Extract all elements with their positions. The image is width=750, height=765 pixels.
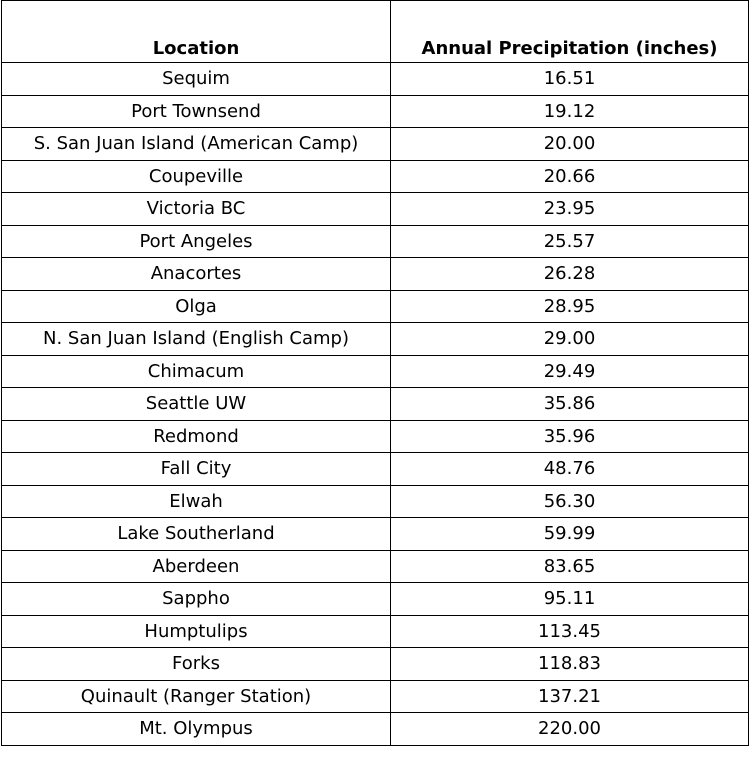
precipitation-cell: 23.95 [391, 193, 749, 226]
location-cell: Port Townsend [2, 95, 391, 128]
table-row [2, 453, 749, 486]
precipitation-cell: 35.86 [391, 388, 749, 421]
location-cell: Humptulips [2, 615, 391, 648]
precipitation-cell: 35.96 [391, 420, 749, 453]
precipitation-cell: 56.30 [391, 485, 749, 518]
precipitation-cell: 29.00 [391, 323, 749, 356]
location-cell: Lake Southerland [2, 518, 391, 551]
precipitation-cell: 20.66 [391, 160, 749, 193]
precipitation-cell: 26.28 [391, 258, 749, 291]
location-cell: Chimacum [2, 355, 391, 388]
table-row [2, 95, 749, 128]
location-cell: S. San Juan Island (American Camp) [2, 128, 391, 161]
location-cell: Coupeville [2, 160, 391, 193]
table-row [2, 355, 749, 388]
precipitation-cell: 19.12 [391, 95, 749, 128]
table-row [2, 583, 749, 616]
location-cell: Redmond [2, 420, 391, 453]
precipitation-cell: 118.83 [391, 648, 749, 681]
precipitation-cell: 48.76 [391, 453, 749, 486]
location-cell: Elwah [2, 485, 391, 518]
header-location: Location [2, 1, 391, 63]
table-row [2, 550, 749, 583]
location-cell: Mt. Olympus [2, 713, 391, 746]
table-row [2, 128, 749, 161]
precipitation-cell: 28.95 [391, 290, 749, 323]
precipitation-cell: 220.00 [391, 713, 749, 746]
table-row [2, 193, 749, 226]
location-cell: Port Angeles [2, 225, 391, 258]
precipitation-cell: 137.21 [391, 680, 749, 713]
location-cell: Anacortes [2, 258, 391, 291]
table-body [2, 63, 749, 746]
header-row [2, 1, 749, 63]
location-cell: Forks [2, 648, 391, 681]
table-row [2, 680, 749, 713]
location-cell: Olga [2, 290, 391, 323]
location-cell: Sequim [2, 63, 391, 96]
location-cell: N. San Juan Island (English Camp) [2, 323, 391, 356]
table-row [2, 648, 749, 681]
precipitation-cell: 95.11 [391, 583, 749, 616]
location-cell: Victoria BC [2, 193, 391, 226]
table-row [2, 388, 749, 421]
location-cell: Sappho [2, 583, 391, 616]
precipitation-cell: 16.51 [391, 63, 749, 96]
precipitation-table [1, 0, 749, 746]
table-row [2, 518, 749, 551]
table-row [2, 615, 749, 648]
table-row [2, 160, 749, 193]
precipitation-cell: 25.57 [391, 225, 749, 258]
table-row [2, 290, 749, 323]
table-header [2, 1, 749, 63]
precipitation-cell: 29.49 [391, 355, 749, 388]
location-cell: Quinault (Ranger Station) [2, 680, 391, 713]
table-row [2, 225, 749, 258]
location-cell: Fall City [2, 453, 391, 486]
header-annual-precipitation: Annual Precipitation (inches) [391, 1, 749, 63]
table-row [2, 63, 749, 96]
table-row [2, 323, 749, 356]
table-row [2, 258, 749, 291]
precipitation-cell: 83.65 [391, 550, 749, 583]
location-cell: Aberdeen [2, 550, 391, 583]
table-row [2, 713, 749, 746]
table-row [2, 485, 749, 518]
precipitation-cell: 59.99 [391, 518, 749, 551]
location-cell: Seattle UW [2, 388, 391, 421]
table-row [2, 420, 749, 453]
precipitation-cell: 20.00 [391, 128, 749, 161]
precipitation-cell: 113.45 [391, 615, 749, 648]
